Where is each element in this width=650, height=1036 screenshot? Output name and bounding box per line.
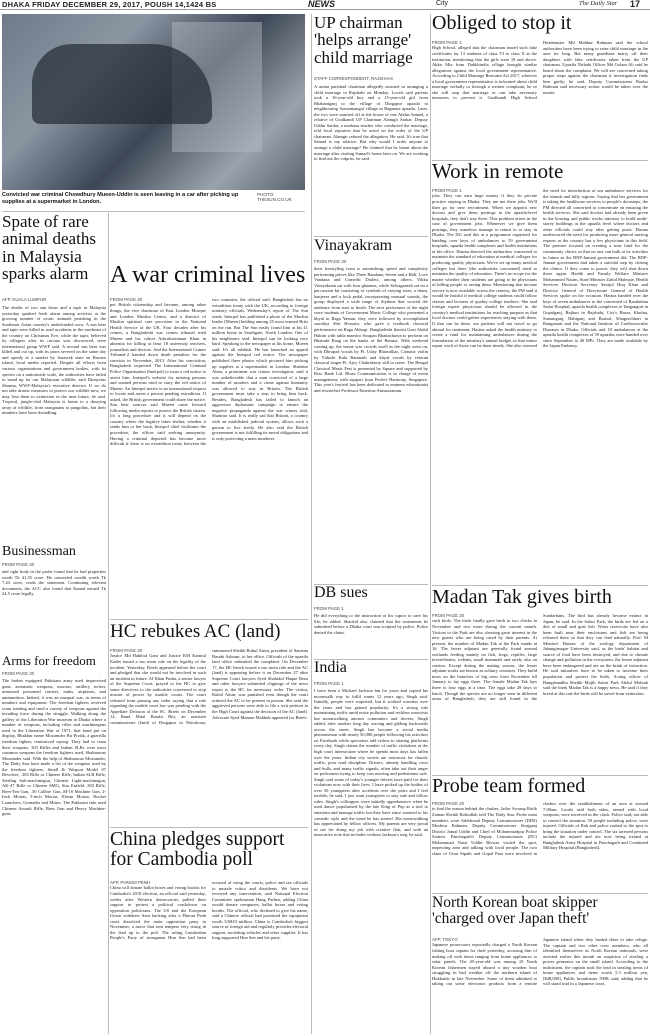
photo-caption: Convicted war criminal Chowdhury Mueen-Uddin is seen leaving in a car after picking up supplies at a supermarket in London. (2, 192, 239, 205)
subsection-name: City (436, 0, 449, 7)
vinayakram-byline: FROM PAGE 20 (314, 259, 347, 264)
dbsues-byline: FROM PAGE 1 (314, 606, 344, 611)
madan-body (432, 613, 648, 773)
photo-credit: PHOTO: THESUN.CO.UK (257, 192, 292, 203)
criminal-text: per British citizenship and became, among other things, the vice chairman of East London Mosque and London Muslim Centre, and a director of Muslim spiritual care provision in the National Health Service of the UK. Four decades after his crimes, a Bangladeshi war crimes tribunal tried Mueen and his cohort Ashrafuzzaman Khan in absentia for killing at least 18 university teachers, journalists and doctors. And the International Crimes Tribunal-2 handed down death penalties for the convicts in November, 2013. After his conviction, Bangladesh requested The International Criminal Police Organisation (Interpol) to issue a red notice to arrest him. Interpol's website for missing persons and wanted persons used to carry the red notice of Mueen. An Interpol notice is an international request to locate and arrest a person pending extradition. If asked, the British government could share the notice. Sun bear sources said Mueen came forward following media reports to protect the British citizen. It's a long procedure and it will depend on the country where the fugitive takes shelter, whether it sends him or her back, Interpol chief facilitates the procedure, the officer said seeking anonymity. Having a criminal deported has become more difficult if there is no extradition treaty between the two countries, the official said. Bangladesh has no extradition treaty with the UK, according to foreign ministry officials. Wednesday's report of The Sun reads: Interpol has published a photo of the Muslim leader [Mueen] holding among 25 most wanted Brits on the run. But The Sun easily found him at his £1 million home in Southgate, North London. One of his neighbours said: Interpol can be looking very hard. Speaking to the newspaper at his home, Mueen said: It's all rubbish. He has launched an appeal against the Interpol red notice. The newspaper published three photos which pictured him picking up supplies at a supermarket in London. Shahriar Alam, a prominent war crimes investigator, said it was unbelievable that a man convicted of a large number of murders and a crime against humanity was allowed to stay in Britain. The British government must take a step to bring him back. Besides, Bangladesh has failed to launch an aggressive diplomatic campaign to ensure the negative propaganda against the war crimes trial, Shahriar said. It is really sad that Britain, a country with an established judicial system, allows such a person to live freely. He also said the British government is not fulfilling its moral obligations and is only protecting a mass murderer. (110, 297, 308, 447)
probe-byline: FROM PAGE 20 (432, 801, 465, 806)
obliged-headline: Obliged to stop it (432, 13, 572, 34)
malaysia-headline: Spate of rare animal deaths in Malaysia sparks alarm (2, 213, 96, 283)
obliged-body (432, 40, 648, 158)
issue-date: DHAKA FRIDAY DECEMBER 29, 2017, POUSH 14,1424 BS (2, 0, 217, 9)
businessman-headline: Businessman (2, 545, 76, 559)
korea-text: Japanese prosecutors reportedly charged a North Korean fishing boat captain for theft yesterday, accusing him of making off with items ranging from home appliances to solar panels. The 45-year-old was among 10 North Korean fishermen stayed aboard a tiny wooden boat struggling in bad weather off the northern island of Hokkaido in late November. Some of them admitted to taking out some electronic products from a remote Japanese island when they landed there to take refuge. The captain and two other crew members, who all identified themselves as North Korean nationals, were arrested earlier this month on suspicion of stealing a power generator on the small island. According to the indictment, the captain took the lead in stealing items of home appliances and items worth 5.5 million yen, [$48,000], Public broadcaster NHK said, adding that he will stand trial in a Japanese court. (432, 937, 648, 987)
remote-headline: Work in remote (432, 161, 564, 183)
remote-byline: FROM PAGE 1 (432, 188, 462, 193)
criminal-byline: FROM PAGE 20 (110, 297, 143, 302)
china-headline: China pledges support for Cambodia poll (110, 830, 285, 870)
dbsues-headline: DB sues (314, 585, 368, 601)
arms-headline: Arms for freedom (2, 654, 96, 668)
probe-text: to find the reason behind the clashes, Jailor Swarup Rafik Zaman Sheikh Robiullah told The Daily Star. Probe team members were Additional Deputy Commissioner (DDS) Moshiur Rahman, Deputy Commissioner Sirajganj District Jamal Uddin and Chief of Mohammadpur Police Station. Panchagarh's Deputy Commissioner (DC) Mohammad Nasir Uddin Biswas visited the spot, inspecting area and talking with local people. The two clans of Uttar Sipahi and Gopal Para were involved in clashes over the establishment of an area at around 7:00am. Locals said both sides, armed with local weapons, were involved in the clash. Police said, not able to control the situation, 59 people including police, were injured. Officials of Rab and police rushed to the spot to bring the situation under control. The six arrested persons include the injured and are now being treated at Bangladesh Army Hospital in Panchagarh and Combined Military Hospital (Bangladesh). (432, 801, 648, 856)
arms-body: The barber equipped Pakistani army used improvised guns, automatic weapons, mortars, artillery rocket, armoured personnel carriers, tanks, airplanes, and ammunition. Indeed, it was an unequal war, in terms of numbers and equipment. The freedom fighters received scant training and used a variety of weapons against the invading force during the struggle. Walking along the gallery of the Liberation War museum in Dhaka where a number of weapons, including rifles and machineguns used in the Liberation War of 1971, that hand put on display, Bhakhur name Mozumder Bir Protik, a guerrilla freedom fighter, reminisced saying: They had to cram their weapons. 303 Rifles and Indian SLRs were most common weapons the freedom fighters used, Shahnawaz Mozumder said. With the help of Shahnawaz Mozumder, The Daily Star have made a list of the weapons used by the freedom fighters: Small & Weapon Model 07 Revolver, .303 Rifle or Chinese Rifle, Indian SLR Rifle, Sterling Sub-machinegun, Chinese Light-machinegun, AK-47 Rifle or Chinese SMG, Star Enfield .303 Rifle, Bren-Ten Gun, .50 Calibre Gun, M-16 Machine Gun, 2-Inch Mortar, 3-inch Mortar, 81mm Mortar, Rocket Launchers, Grenades and Mines. The Pakistani side used Chinese Assault Rifle, Bren Gun and Heavy Machine-guns. (2, 678, 106, 817)
china-byline: AFP, PHNOM PENH (110, 880, 151, 885)
up-body: A union parishad chairman allegedly assisted in arranging a child marriage in Rajshahi on Monday. Locals said parents took a 16-year-old boy and a 13-year-old girl from Bhabaniganj to the village of Durgapur upazila to neighbouring Sonnamangal village in Bagmara upazila. Later, the two were married off at the house of one Abdus Samad, a relative of Goalkandi UP Chairman Alamgir Sarkar. Deputy Uddin Sardar, a madrasa teacher who conducted the marriage, told local reporters that he acted on the order of the UP chairman. Alamgir refuted the allegation. He said, It's true that Samad is my relative. But why would I order anyone to arrange a child marriage? He claimed that he learnt about the marriage after visiting Samad's house later on. We are working to find out the culprits, he said. (314, 84, 428, 162)
remote-body (432, 188, 648, 583)
hc-headline: HC rebukes AC (land) (110, 622, 281, 642)
madan-byline: FROM PAGE 20 (432, 613, 465, 618)
hc-body (110, 648, 308, 824)
hc-text: Justice Md Habibul Gani and Justice KM Kamrul Kader issued a suo motu rule on the legality of the incident. Yesterday, Briefs appeared before the court and pledged that she would not be involved in such an incident in future. AI Khan Pasha, a senior lawyer of the Supreme Court, prayed to the HC to give some directives to the authorities concerned to stop misuse of power by mobile courts. The court released from passing any order saying that a rule regarding the mobile court law was pending with the Appellate Division of the SC. Briefs on December 12, Band Mital Basabi Biti, an assistant commissioner (land) of Durgapur in Netrokona, summoned Sheikh Ruhul Amin, president of Sanatan Basabi Ashram, to her office. Officials of the upazila land office submitted the complaint. On December 17, the HC bench issued a suo motu rule and the AC (land) is appearing before it on December 27 after Supreme Court lawyers Syed Shahidul Haque Reza and other lawyers submitted clippings of the news report to the HC for necessary order. The victim, Ruhul Amin, was punished even though the court ordered the AC to be present in person. She said the aggrieved persons were able to file a writ petition in the High Court against the decision of the AC (land). Advocate Syed Mamun Mahbub appeared for Briefs. (110, 648, 308, 725)
page-header (0, 0, 650, 10)
madan-headline: Madan Tak gives birth (432, 587, 612, 608)
obliged-text: High School, alleged that the chairman issued such fake certificates for 13 students of class VI to class X at the institution, mentioning that the girls were 18 and above. Akku Mia from Dakkhindia village brought similar allegations against the local government representative. According to Child Marriage Restraint Act 2017, whoever a local government representative is informed about child marriage verbally or through a written complaint, he or she will stop that marriage or can take necessary measures to prevent it. Goalkandi High School Headmaster Md Mahbur Rahman said the school authorities have been trying to raise child marriage in the area for long. But many guardians marry off their daughters with fake certificates taken from the UP chairman. Upazila Nirbahi Officer Md Golam Ali said he heard about the complaint. We will see concerned taking proper steps against the chairman if investigation finds him guilty, he said. Deputy Commissioner Bazlur Rahman said necessary action would be taken over the matter. (432, 40, 648, 101)
probe-headline: Probe team formed (432, 776, 586, 797)
korea-byline: AFP, TOKYO (432, 937, 458, 942)
businessman-body: and right body in the probe found that he had properties worth Tk 41.35 crore. He concealed wealth worth Tk 7.44 crore, reads the statement. Continuing relevant documents, the ACC also found that Kamal earned Tk 24.5 crore legally. (2, 569, 106, 597)
criminal-headline: A war criminal lives (110, 263, 306, 288)
china-body (110, 880, 308, 1034)
madan-text: such birds. The birds finally gave birth to two chicks in November and two more during the current month. Visitors to the Park are also showing great interest in the new guests who are being cared by their parents. At present, the number of Madan Tak at the Park stands at 16. The lesser adjutant are generally found around wetlands feeding mainly on fish, frogs, reptiles, large invertebrates, rodents, small mammals and rarely also on carrion. Except during the mating season, the lesser adjutant storks are known as solitary creatures. They build nests on the branches of big trees from November till January to lay eggs there. The female Madan Tak lays three to four eggs at a time. The eggs take 28 days to hatch. Though the species are no longer seen in different areas of Bangladesh, they are still found in the Sundarbans. The bird has already become extinct in Japan, he said. In the Safari Park, the birds are fed on a diet of small and goat fish. Water reservoirs have also been built near their enclosures and fish are being released there so that they can feed naturally. Prof. M Monirul Hassan of the zoology department of Jahangirnagar University said, as the birds' habitat and source of food have been destroyed, and due to climate change and pollution in the ecosystem, the lesser adjutant have been endangered and are on the brink of extinction. He said initiatives have to be taken to increase their population and protect the birds. Acting officer of Bangabandhu Sheikh Mujib Safari Park Abdul Mohtab said the birds Madan Tak is a happy news. He said if they breed at this rate the birds will be saved from extinction. (432, 613, 648, 702)
vinayakram-headline: Vinayakram (314, 238, 393, 254)
hc-byline: FROM PAGE 20 (110, 648, 143, 653)
vinayakram-body: their freestyling form is astonishing, speed and complexity performing pieces like Three Bandana, Seven and a Half, Love Vandana and Comedic Dialect, among others. Vikku Vinayakram sat with four ghatams, while Selvaganesh sat on a percussion kit consisting of cymbals of varying sizes, a drum, kanjeera and a kick pedal, incorporating unusual sounds, the group displayed a wide range of rhythms that wowed the audience from start to finish. The next performers of the night were students of Government Music College who presented a khyal in Raga Yaman, they were followed by accomplished sarodiya Shri Hossain, who gave a textbook classical performance on Raga Abhogi. Bangladeshi flautist Gazi Abdul Hakim with tabla maestro Swapan Bhattacharya to perform on Bhairabi Raag on the banks of the Baruna. With weekend coming up, the venue was crowds swell as the night went on, with Dhrupad vocals by Pt. Uday Bhawalkar, Carnatic violin by Vidushi Kala Ramnath and khyal vocals by veteran classical singer Pt. Ajoy Chakraborty still to come. The Bengal Classical Music Fest is presented by Square and supported by Brac Bank Ltd. Blues Communication is in charge of event management, with support from Perfect Harmony, Singapore. This year's festival has been dedicated to eminent educationist and researcher Professor Emeritus Anisuzzaman. (314, 266, 428, 394)
newspaper-name: The Daily Star (579, 0, 618, 7)
page-number: 17 (630, 0, 641, 9)
malaysia-body: The deaths of two sun bears and a tapir in Malaysia yesterday sparked fresh alarm among activists at the growing number of exotic animals perishing in the Southeast Asian country's underfunded zoos. A sun bear and tapir were killed in road accidents in the northeast of the country on Christmas Eve, while the tapir, believed by villagers after its carcass was discovered, were international group WWF said. A second sun bear was killed and cut up, with its paws severed on the same day and openly at a market by Sarawak state on Borneo island, local media reported. Despite all efforts from various organisations and government bodies, with its species on a nationwide scale, the authorities have failed to stand up for our Malaysian wildlife, said Dionysius Sharma, WWF-Malaysia's executive director. If we do not take drastic measures to protect our wildlife now, we may lose them to extinction in the near future, he said. Tropical, jungle-clad Malaysia is home to a dizzying array of wildlife, from orangutans to pangolins, but their numbers have been dwindling. (2, 305, 106, 416)
criminal-body (110, 297, 308, 615)
news-photo (2, 14, 305, 190)
probe-body (432, 801, 648, 891)
section-name: NEWS (308, 0, 335, 9)
korea-body (432, 937, 648, 1034)
china-text: China will donate ballot boxes and voting booths for Cambodia's 2018 election, an official said yesterday, weeks after Western democracies pulled their support to protest a political crackdown on opposition politicians. The US and the European Union withdrew their backing after a Phnom Penh court dissolved the main opposition party in November, a move that sent tempers very rising in the lead up to the poll. The ruling Cambodian People's Party of strongman Hun Sen had been accused of using the courts, police and tax officials to muzzle critics and dissidents. We have not received any intervention, said National Election Committee spokesman Hang Puthea, adding China would donate computers, ballot boxes and voting booths. The official, who declined to give his name, said a Chinese official had promised the equipment worth US$10 million. China is Cambodia's biggest source of foreign aid and regularly provides electoral support, including vehicles and other supplies. It has long supported Hun Sen and his party. (110, 880, 308, 941)
businessman-byline: FROM PAGE 20 (2, 562, 35, 567)
obliged-byline: FROM PAGE 1 (432, 40, 462, 45)
india-body: I have been a Michael Jackson fan for years and copied his moonwalk way to fulfil wants 12 years ago, Singh said. Initially, people were surprised, but it worked wonders over the years and has gained popularity. It's a strong rule maintaining traffic amid noise pollution and reckless motorists but moonwalking amuses commuters and drivers, Singh added, after another long day waving and gliding backwards across the street. Singh has become a social media phenomenon with nearly 50,000 people following his activities on Facebook while spectators add videos to sharing platforms every day. Singh claims the number of traffic violations at the high court intersection where he spends most days has fallen over the years. Indian city streets are notorious for chaotic traffic, poor road discipline. Drivers, already handling cows and bulls, and many traffic signals, often take out their anger on policemen trying to keep cars moving and pedestrians safe. Singh said some of today's younger drivers have paid for their violations now with their lives. I have picked up the bodies of over 50 youngsters after accidents over the years and I feel terrible, he said. I just want youngsters to stay safe and follow rules. Singh's colleagues were initially apprehensive when he used dance popularised by the late King of Pop as a tool to entertain and manage traffic but they have since warmed to his comedic style and the trend he has started. His moonwalking has appreciated by fellow officers. My parents are very proud of me for doing my job with creative flair, and with an innovative note that includes without Jackson's step, he said. (314, 688, 428, 838)
malaysia-byline: AFP, KUALA LUMPUR (2, 297, 47, 302)
india-headline: India (314, 660, 347, 676)
arms-byline: FROM PAGE 20 (2, 671, 35, 676)
korea-headline: North Korean boat skipper 'charged over Japan theft' (432, 895, 598, 927)
india-byline: FROM PAGE 1 (314, 681, 344, 686)
up-byline: STAFF CORRESPONDENT, RAJSHAHI (314, 76, 393, 81)
remote-text: jobs. They can earn huge money if they do private practice staying in Dhaka. They are not there jobs. We'll then go for new recruitment. When we appoint new doctors and give them postings in the upazila-level hospitals, they don't stay there. This problem arises in the case of government jobs. Whenever we give them postings, they somehow manage to return to or stay in Dhaka. The DG said this at a programme organised for handing over keys of ambulances to 59 government hospitals, upazila health complexes and health institutions at his office. Hasina directed the authorities concerned to maintain the standard of education at medical colleges for producing quality physicians. We've set up many medical colleges but there [the authorities concerned] need to maintain the quality of education. There's no scope for the matter whether their students are going to be physicians of killing people or saving them. Mentioning that income service is now available across the country, the PM said it would be fruitful if medical college students could follow classes and lectures of quality college teachers. She said foreign expert physicians should be allowed in the country's medical institutions for teaching purpose as that local doctors could gather experiences staying with them. If that can be done, our patients will not travel to go abroad for treatment, Hasina asked the health ministry to create a fund for maintaining ambulances during the formulation of the ministry's annual budget so that minor repair work of those can be done timely. She also stressed the need for introduction of sea ambulance services for the islands and hilly regions. Saying that her government is taking the healthcare services to people's doorsteps, the PM directed all concerned to concentrate on ensuring the health services. She said doctors had already been given in the housing and public works ministry to build multi-storey buildings at the upazila level where doctors and other officials could stay after getting posts. Hasina underscored the need for producing more general nursing experts as the country has a few physicians in this field. The premier focused on creating a trust fund for the community clinics so that no one can bulk at its activities in future as the BNP-Jamaat government did. The BNP-Jamaat government had taken a suicidal step by closing the clinics. If they come to power, they will shut down these again. Health and Family Welfare Minister Mohammed Nasim, State Minister Zahid Maleque, Health Services Division Secretary Serajul Huq Khan and Director General of Directorate General of Health Services spoke on the occasion. Hasina handed over the keys of seven ambulances to the concerned of Bandarban Sadar Hospital, upazila health complexes at Tanganguri in Gopalganj, Rajbari in Rajshahi, Cox's Bazar, Khulna, Sunamganj, Habiganj and Barisal, Khagrachhari in Rangamati and the National Institute of Cardiovascular Diseases in Dhaka. Officials and 10 ambulances at the upazila health complexes of 59 upazilas were handed over since September to 40 MPs. They are made available by the Japan Embassy. (432, 188, 648, 349)
dbsues-body: He did everything to the instruction of his captor to save his life, he added. Shariful also claimed that the statements he submitted before a Dhaka court was scripted by police. Police denied the claim. (314, 613, 428, 635)
up-headline: UP chairman 'helps arrange' child marriage (314, 14, 413, 67)
